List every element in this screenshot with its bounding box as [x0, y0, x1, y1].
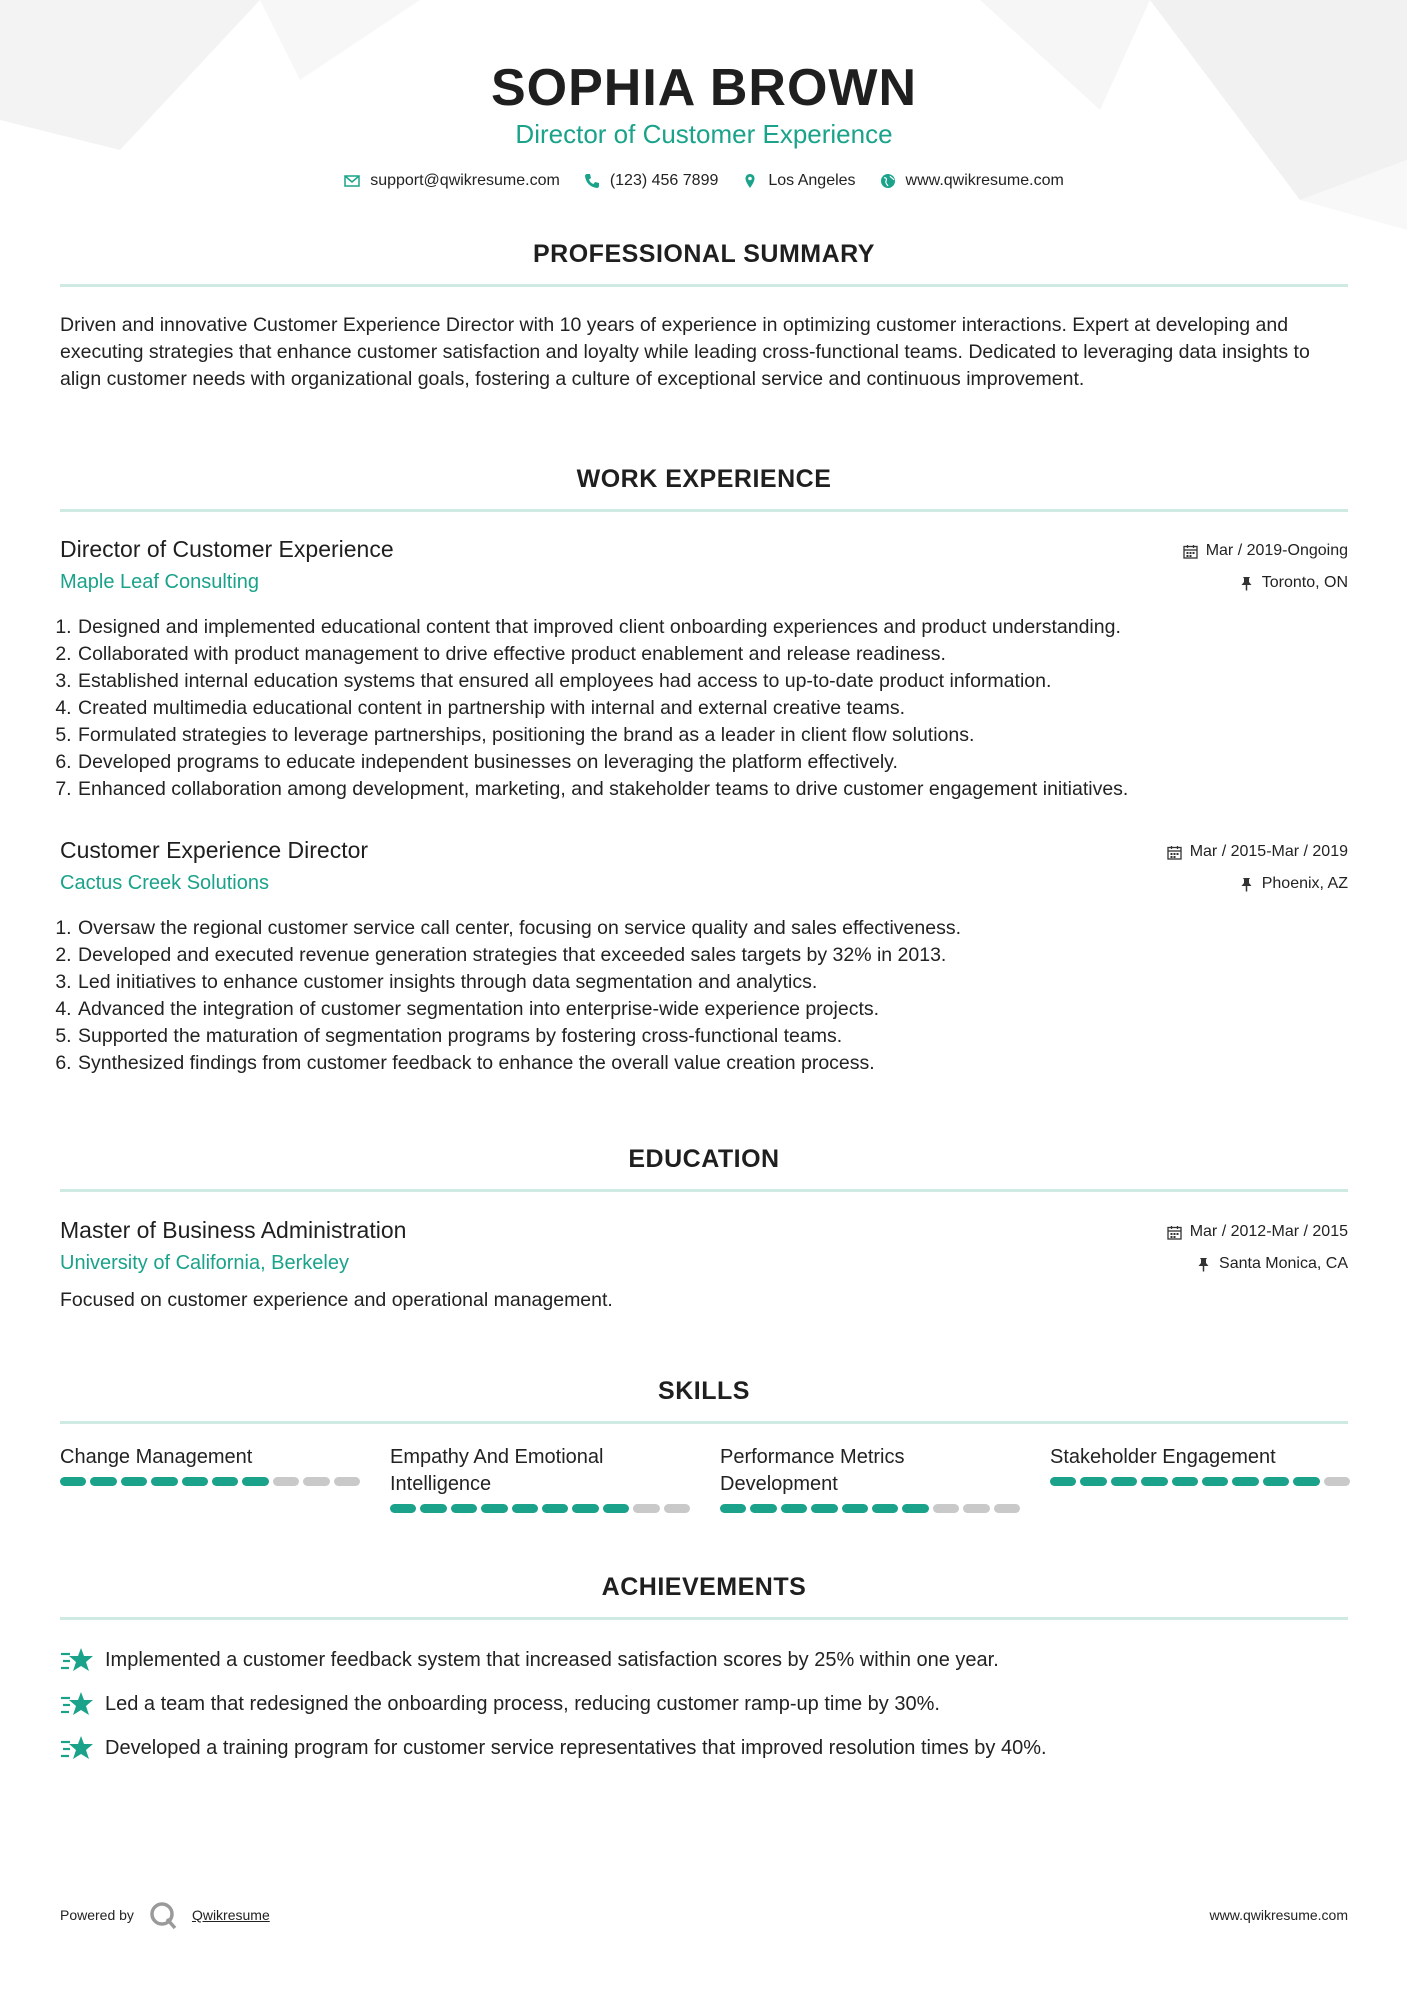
list-item: 3. Established internal education systems that ensured all employees had access to up-to-date product information. [77, 668, 1128, 695]
skill-item [60, 1444, 360, 1513]
calendar-icon [1183, 544, 1198, 559]
job-location [1239, 574, 1348, 592]
list-item: 5. Supported the maturation of segmentation programs by fostering cross-functional teams. [77, 1023, 961, 1050]
achievement-item [60, 1638, 1348, 1682]
rating-dot-filled [420, 1504, 446, 1513]
skill-rating [720, 1504, 1020, 1513]
rating-dot-filled [1141, 1477, 1167, 1486]
list-item: 6. Developed programs to educate independent businesses on leveraging the platform effectively. [77, 749, 1128, 776]
envelope-icon [344, 173, 360, 189]
section-divider [60, 509, 1348, 512]
job-company: Maple Leaf Consulting [60, 571, 260, 593]
section-title-achievements: ACHIEVEMENTS [601, 1573, 807, 1601]
contact-location [742, 172, 855, 190]
skill-name: Performance Metrics Development [720, 1446, 905, 1495]
shooting-star-icon [60, 1645, 94, 1675]
education-description: Focused on customer experience and operational management. [60, 1289, 613, 1311]
candidate-name: SOPHIA BROWN [490, 59, 918, 117]
contact-phone[interactable] [584, 172, 719, 190]
rating-dot-empty [303, 1477, 329, 1486]
rating-dot-filled [811, 1504, 837, 1513]
rating-dot-filled [212, 1477, 238, 1486]
section-title-education: EDUCATION [628, 1145, 780, 1173]
rating-dot-empty [273, 1477, 299, 1486]
rating-dot-empty [994, 1504, 1020, 1513]
school-name: University of California, Berkeley [60, 1252, 349, 1274]
job-title: Customer Experience Director [60, 837, 369, 863]
skill-item [390, 1444, 690, 1513]
skill-item [720, 1444, 1020, 1513]
section-divider [60, 1189, 1348, 1192]
section-divider [60, 1421, 1348, 1424]
rating-dot-filled [842, 1504, 868, 1513]
list-item: 1. Designed and implemented educational content that improved client onboarding experiences and product understanding. [77, 614, 1128, 641]
section-divider [60, 284, 1348, 287]
contact-email-text: support@qwikresume.com [370, 172, 560, 189]
list-item: 3. Led initiatives to enhance customer insights through data segmentation and analytics. [77, 969, 961, 996]
rating-dot-empty [664, 1504, 690, 1513]
contact-email[interactable] [344, 172, 560, 190]
rating-dot-empty [633, 1504, 659, 1513]
achievement-text: Developed a training program for customer service representatives that improved resolution times by 40%. [105, 1736, 1047, 1759]
rating-dot-filled [390, 1504, 416, 1513]
rating-dot-filled [182, 1477, 208, 1486]
education-date-text: Mar / 2012-Mar / 2015 [1189, 1223, 1348, 1240]
job-date [1183, 542, 1348, 560]
rating-dot-empty [1324, 1477, 1350, 1486]
rating-dot-filled [1293, 1477, 1319, 1486]
section-title-summary: PROFESSIONAL SUMMARY [533, 240, 875, 268]
contact-website[interactable] [880, 172, 1064, 190]
rating-dot-filled [902, 1504, 928, 1513]
skill-name: Stakeholder Engagement [1050, 1446, 1276, 1468]
rating-dot-filled [1080, 1477, 1106, 1486]
rating-dot-filled [1111, 1477, 1137, 1486]
achievement-text: Implemented a customer feedback system that increased satisfaction scores by 25% within one year. [105, 1648, 999, 1671]
education-location [1196, 1255, 1348, 1273]
contact-phone-text: (123) 456 7899 [609, 172, 719, 189]
job-date-text: Mar / 2015-Mar / 2019 [1189, 843, 1348, 860]
rating-dot-filled [603, 1504, 629, 1513]
summary-text: Driven and innovative Customer Experience Director with 10 years of experience in optimizing customer interactions. Expert at developing and executing strategies that enhance customer satisfaction and loyalty while leading cross-functional teams. Dedicated to leveraging data insights to align customer needs with organizational goals, fostering a culture of exceptional service and continuous improvement. [60, 314, 1310, 390]
job-location-text: Toronto, ON [1261, 574, 1348, 591]
rating-dot-filled [542, 1504, 568, 1513]
pushpin-icon [1239, 576, 1254, 591]
rating-dot-empty [933, 1504, 959, 1513]
job-location [1239, 875, 1348, 893]
rating-dot-filled [750, 1504, 776, 1513]
footer-website-link[interactable]: www.qwikresume.com [1209, 1907, 1348, 1923]
skill-name: Empathy And Emotional Intelligence [390, 1446, 604, 1495]
skill-rating [60, 1477, 360, 1486]
rating-dot-filled [60, 1477, 86, 1486]
skill-rating [390, 1504, 690, 1513]
brand-link[interactable]: Qwikresume [191, 1907, 270, 1923]
calendar-icon [1167, 1225, 1182, 1240]
education-entry [60, 1217, 1348, 1327]
rating-dot-filled [872, 1504, 898, 1513]
section-divider [60, 1617, 1348, 1620]
experience-entry [60, 536, 1348, 806]
skills-grid [60, 1444, 1348, 1513]
map-pin-icon [742, 173, 758, 189]
rating-dot-filled [1050, 1477, 1076, 1486]
education-date [1167, 1223, 1348, 1241]
shooting-star-icon [60, 1689, 94, 1719]
skill-name: Change Management [60, 1446, 253, 1468]
job-responsibilities [60, 614, 1128, 803]
job-date-text: Mar / 2019-Ongoing [1205, 542, 1348, 559]
achievement-item [60, 1682, 1348, 1726]
qwikresume-logo-icon [148, 1900, 178, 1930]
list-item: 7. Enhanced collaboration among development, marketing, and stakeholder teams to drive customer engagement initiatives. [77, 776, 1128, 803]
list-item: 5. Formulated strategies to leverage partnerships, positioning the brand as a leader in client flow solutions. [77, 722, 1128, 749]
powered-by-label: Powered by [60, 1907, 134, 1923]
list-item: 4. Advanced the integration of customer segmentation into enterprise-wide experience projects. [77, 996, 961, 1023]
rating-dot-empty [963, 1504, 989, 1513]
rating-dot-empty [334, 1477, 360, 1486]
achievement-item [60, 1726, 1348, 1770]
experience-entry [60, 837, 1348, 1087]
list-item: 2. Developed and executed revenue generation strategies that exceeded sales targets by 32% in 2013. [77, 942, 961, 969]
rating-dot-filled [151, 1477, 177, 1486]
rating-dot-filled [121, 1477, 147, 1486]
degree-title: Master of Business Administration [60, 1217, 407, 1243]
list-item: 1. Oversaw the regional customer service call center, focusing on service quality and sales effectiveness. [77, 915, 961, 942]
rating-dot-filled [90, 1477, 116, 1486]
rating-dot-filled [1232, 1477, 1258, 1486]
rating-dot-filled [572, 1504, 598, 1513]
contact-location-text: Los Angeles [768, 172, 856, 189]
rating-dot-filled [1263, 1477, 1289, 1486]
job-title: Director of Customer Experience [60, 536, 394, 562]
education-location-text: Santa Monica, CA [1219, 1255, 1348, 1272]
candidate-title: Director of Customer Experience [515, 119, 893, 149]
rating-dot-filled [781, 1504, 807, 1513]
job-date [1167, 843, 1348, 861]
rating-dot-filled [451, 1504, 477, 1513]
globe-icon [880, 173, 896, 189]
contact-website-text: www.qwikresume.com [905, 172, 1064, 189]
pushpin-icon [1196, 1257, 1211, 1272]
rating-dot-filled [1202, 1477, 1228, 1486]
calendar-icon [1167, 845, 1182, 860]
section-title-experience: WORK EXPERIENCE [576, 465, 832, 493]
rating-dot-filled [1172, 1477, 1198, 1486]
job-company: Cactus Creek Solutions [60, 872, 269, 894]
list-item: 6. Synthesized findings from customer feedback to enhance the overall value creation process. [77, 1050, 961, 1077]
rating-dot-filled [242, 1477, 268, 1486]
section-title-skills: SKILLS [658, 1377, 750, 1405]
phone-icon [584, 173, 600, 189]
achievements-list [60, 1638, 1348, 1770]
rating-dot-filled [481, 1504, 507, 1513]
shooting-star-icon [60, 1733, 94, 1763]
rating-dot-filled [512, 1504, 538, 1513]
job-responsibilities [60, 915, 961, 1077]
contact-bar [60, 172, 1348, 190]
list-item: 2. Collaborated with product management to drive effective product enablement and release readiness. [77, 641, 1128, 668]
skill-rating [1050, 1477, 1350, 1486]
achievement-text: Led a team that redesigned the onboarding process, reducing customer ramp-up time by 30%. [105, 1692, 940, 1715]
rating-dot-filled [720, 1504, 746, 1513]
job-location-text: Phoenix, AZ [1261, 875, 1348, 892]
list-item: 4. Created multimedia educational content in partnership with internal and external creative teams. [77, 695, 1128, 722]
pushpin-icon [1239, 877, 1254, 892]
skill-item [1050, 1444, 1350, 1513]
footer-branding [60, 1900, 270, 1930]
